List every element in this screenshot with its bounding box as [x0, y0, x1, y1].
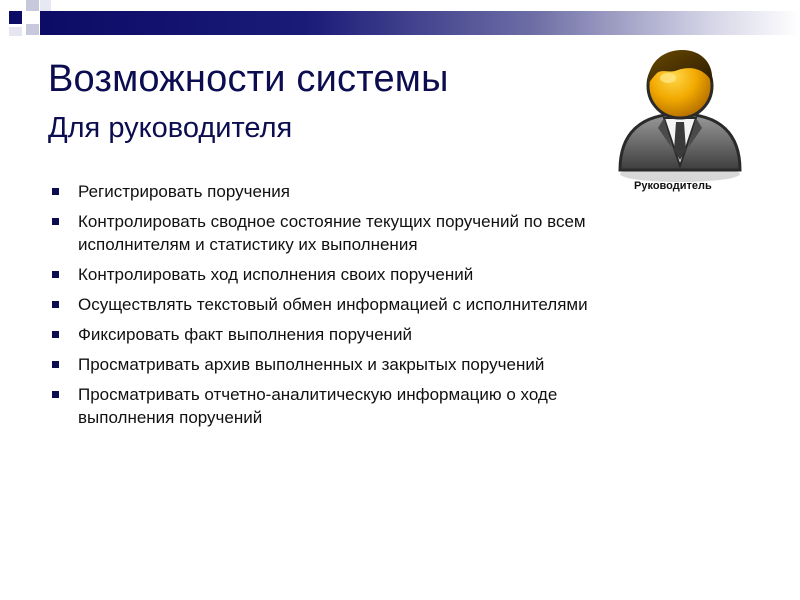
decorative-square: [9, 27, 22, 36]
bullet-item: [52, 210, 652, 256]
bullet-item: [52, 353, 652, 376]
bullet-square-icon: [52, 271, 59, 278]
bullet-square-icon: [52, 331, 59, 338]
decorative-square: [40, 0, 51, 11]
decorative-square: [26, 0, 39, 11]
bullet-text: Фиксировать факт выполнения поручений: [78, 325, 413, 344]
bullet-text: Осуществлять текстовый обмен информацией с исполнителями: [78, 295, 588, 314]
manager-avatar-icon: [612, 38, 748, 198]
bullet-list: [52, 180, 652, 436]
slide-title: Возможности системы: [48, 58, 449, 100]
bullet-item: [52, 383, 652, 429]
bullet-text: Контролировать сводное состояние текущих поручений по всем исполнителям и статистику их выполнения: [78, 212, 586, 254]
bullet-item: [52, 180, 652, 203]
bullet-item: [52, 293, 652, 316]
header-gradient-band: [40, 11, 800, 35]
avatar-caption: Руководитель: [634, 180, 712, 192]
slide-subtitle: Для руководителя: [48, 112, 293, 144]
decorative-square: [26, 24, 39, 35]
bullet-text: Просматривать архив выполненных и закрытых поручений: [78, 355, 545, 374]
bullet-square-icon: [52, 188, 59, 195]
bullet-square-icon: [52, 301, 59, 308]
bullet-square-icon: [52, 391, 59, 398]
bullet-item: [52, 323, 652, 346]
bullet-text: Регистрировать поручения: [78, 182, 291, 201]
bullet-text: Контролировать ход исполнения своих поручений: [78, 265, 474, 284]
bullet-item: [52, 263, 652, 286]
decorative-square: [9, 11, 22, 24]
bullet-square-icon: [52, 361, 59, 368]
bullet-text: Просматривать отчетно-аналитическую информацию о ходе выполнения поручений: [78, 385, 558, 427]
bullet-square-icon: [52, 218, 59, 225]
